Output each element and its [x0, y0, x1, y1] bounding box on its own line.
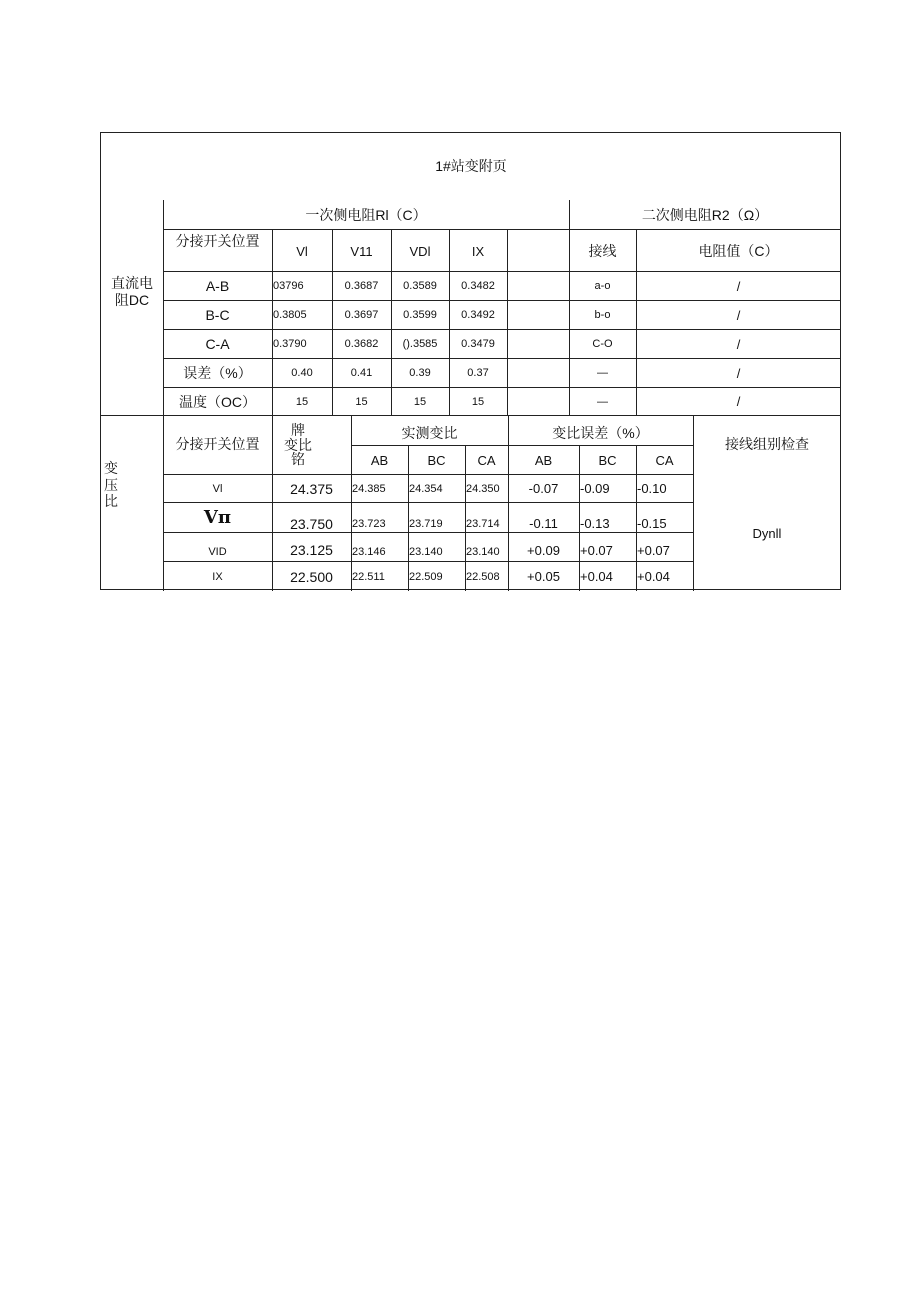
nameplate-value: 23.750: [290, 515, 333, 532]
nameplate-value: 23.125: [290, 542, 333, 558]
table-cell: 0.3492: [461, 309, 495, 321]
table-cell: 0.3805: [273, 309, 307, 321]
table-cell: 0.3589: [403, 280, 437, 292]
table-cell: 0.3479: [461, 338, 495, 350]
table-cell: -0.09: [580, 481, 610, 496]
sub-col-header: CA: [655, 452, 674, 468]
table-cell: 15: [471, 395, 485, 408]
data-sheet-table: [100, 132, 841, 590]
resistance-header: 电阻值（C）: [698, 243, 779, 259]
table-cell: /: [736, 278, 741, 294]
nameplate-header-line: 铭: [291, 451, 305, 468]
table-cell: +0.07: [580, 542, 613, 558]
sub-col-header: BC: [427, 452, 446, 468]
table-cell: 24.350: [466, 482, 500, 495]
table-cell: 24.354: [409, 482, 443, 495]
table-cell: 0.3697: [344, 309, 379, 321]
table-cell: -0.10: [637, 481, 667, 496]
tap-col-header-4: IX: [471, 243, 485, 259]
table-cell: —: [597, 367, 608, 379]
table-cell: 22.511: [352, 570, 385, 583]
sub-col-header: AB: [534, 452, 553, 468]
measured-ratio-header: 实测变比: [401, 425, 458, 441]
table-cell: /: [736, 394, 741, 409]
table-cell: 23.140: [466, 546, 500, 558]
table-cell: 0.39: [409, 367, 431, 379]
dc-section-label-line1: 直流电: [111, 275, 153, 292]
table-cell: 23.723: [352, 517, 386, 530]
table-cell: 0.3599: [403, 309, 437, 321]
ratio-label-char: 比: [104, 493, 118, 510]
table-cell: 23.719: [409, 517, 443, 530]
table-cell: +0.07: [637, 542, 670, 558]
table-cell: +0.04: [637, 569, 670, 584]
group-check-header: 接线组别检查: [725, 436, 809, 452]
table-cell: b-o: [594, 309, 611, 321]
row-label: A-B: [205, 278, 230, 294]
row-label: C-A: [205, 336, 230, 352]
tap-label: Vπ: [203, 507, 232, 528]
nameplate-value: 24.375: [290, 480, 333, 497]
nameplate-header-line: 牌: [291, 421, 305, 438]
ratio-error-header: 变比误差（%）: [552, 425, 649, 441]
sub-col-header: AB: [370, 452, 389, 468]
rule: [507, 229, 508, 415]
sub-col-header: BC: [598, 452, 617, 468]
table-cell: 0.3682: [344, 338, 379, 350]
page-title: 1#站变附页: [435, 158, 507, 174]
nameplate-header-line: 变比: [284, 436, 312, 453]
ratio-label-char: 压: [104, 476, 118, 493]
table-cell: +0.09: [527, 542, 560, 558]
tap-col-header-2: V11: [350, 243, 373, 259]
ratio-section-label: [101, 458, 121, 512]
ratio-tap-position-header: 分接开关位置: [175, 436, 260, 452]
wiring-header: 接线: [588, 243, 617, 259]
table-cell: 0.3790: [273, 338, 307, 350]
table-cell: +0.05: [527, 569, 560, 584]
table-cell: -0.13: [580, 516, 610, 531]
secondary-resistance-title: 二次侧电阻R2（Ω）: [641, 206, 769, 223]
table-cell: 15: [295, 395, 309, 408]
dc-section-label: [101, 269, 163, 315]
tap-col-header-3: VDl: [409, 243, 431, 259]
primary-resistance-title: 一次侧电阻Rl（C）: [305, 206, 427, 223]
table-cell: 23.714: [466, 517, 500, 530]
group-check-value: Dynll: [752, 525, 782, 541]
table-cell: 0.3482: [461, 280, 495, 292]
table-cell: 0.40: [291, 367, 313, 379]
tap-label: Vl: [212, 482, 223, 495]
table-cell: a-o: [594, 280, 611, 292]
table-cell: /: [736, 365, 741, 381]
table-cell: —: [597, 395, 608, 408]
row-label: 温度（OC）: [179, 393, 256, 410]
tap-label: VID: [208, 546, 227, 558]
table-cell: 15: [355, 395, 368, 408]
tap-label: IX: [212, 570, 223, 583]
nameplate-value: 22.500: [290, 568, 333, 585]
tap-col-header-1: Vl: [296, 243, 308, 259]
row-label: 误差（%）: [183, 365, 252, 381]
table-cell: /: [736, 307, 741, 323]
table-cell: 0.37: [467, 367, 489, 379]
table-cell: /: [736, 336, 741, 352]
table-cell: C-O: [592, 338, 613, 350]
rule: [101, 415, 841, 416]
table-cell: -0.11: [529, 516, 558, 531]
table-cell: 23.140: [409, 546, 443, 558]
table-cell: 24.385: [352, 482, 386, 495]
nameplate-ratio-header: [273, 419, 323, 471]
sub-col-header: CA: [477, 452, 496, 468]
table-cell: 22.509: [409, 570, 443, 583]
rule: [163, 271, 841, 272]
dc-section-label-line2: 阻DC: [114, 292, 150, 308]
tap-position-header: 分接开关位置: [175, 233, 260, 249]
ratio-label-char: 变: [104, 459, 118, 476]
table-cell: -0.15: [637, 516, 667, 531]
table-cell: 22.508: [466, 570, 500, 583]
table-cell: 0.3687: [344, 280, 379, 292]
row-label: B-C: [205, 307, 230, 323]
table-cell: ().3585: [402, 338, 438, 350]
table-cell: 0.41: [350, 367, 373, 379]
table-cell: 03796: [273, 280, 304, 292]
table-cell: +0.04: [580, 569, 613, 584]
table-cell: -0.07: [528, 481, 559, 496]
table-cell: 15: [413, 395, 427, 408]
table-cell: 23.146: [352, 546, 386, 558]
